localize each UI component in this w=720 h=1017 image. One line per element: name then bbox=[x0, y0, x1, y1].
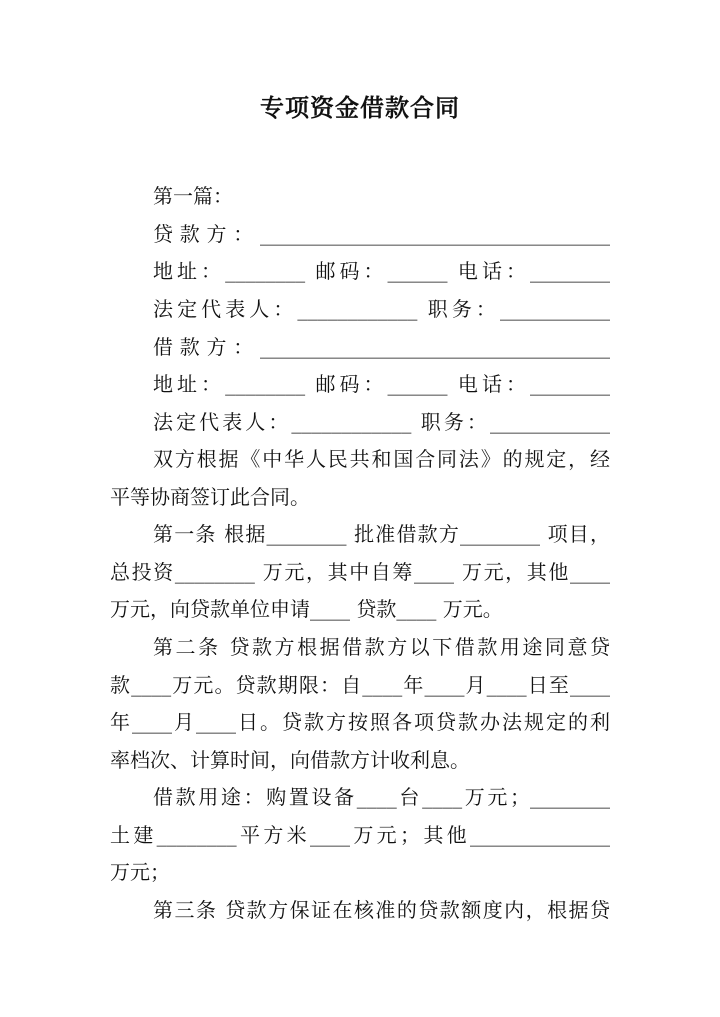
borrower-address-line: 地址：________ 邮码：______ 电话：________ bbox=[153, 372, 610, 396]
article-2-line-4: 率档次、计算时间，向借款方计收利息。 bbox=[110, 748, 470, 772]
article-2-line-1: 第二条 贷款方根据借款方以下借款用途同意贷 bbox=[153, 635, 610, 659]
article-2-line-3: 年____月____日。贷款方按照各项贷款办法规定的利 bbox=[110, 710, 610, 734]
section-heading: 第一篇： bbox=[153, 184, 233, 208]
lender-name-line: 贷款方：___________________________________ bbox=[153, 222, 610, 246]
article-1-line-2: 总投资________ 万元，其中自筹____ 万元，其他____ bbox=[110, 560, 610, 584]
article-3-line-1: 第三条 贷款方保证在核准的贷款额度内，根据贷 bbox=[153, 898, 610, 922]
preamble-line-1: 双方根据《中华人民共和国合同法》的规定，经 bbox=[153, 447, 610, 471]
borrower-name-line: 借款方：___________________________________ bbox=[153, 335, 610, 359]
lender-representative-line: 法定代表人：____________ 职务：___________ bbox=[153, 297, 610, 321]
article-1-line-3: 万元，向贷款单位申请____ 贷款____ 万元。 bbox=[110, 597, 503, 621]
article-2-line-2: 款____万元。贷款期限：自____年____月____日至____ bbox=[110, 673, 610, 697]
loan-purpose-line-3: 万元； bbox=[110, 860, 170, 884]
article-1-line-1: 第一条 根据________ 批准借款方________ 项目， bbox=[153, 522, 610, 546]
document-title: 专项资金借款合同 bbox=[260, 94, 460, 122]
loan-purpose-line-1: 借款用途：购置设备____台____万元；________ bbox=[153, 785, 610, 809]
loan-purpose-line-2: 土建________平方米____万元；其他______________ bbox=[110, 823, 610, 847]
borrower-representative-line: 法定代表人：____________ 职务：____________ bbox=[153, 410, 610, 434]
preamble-line-2: 平等协商签订此合同。 bbox=[110, 485, 310, 509]
lender-address-line: 地址：________ 邮码：______ 电话：________ bbox=[153, 259, 610, 283]
